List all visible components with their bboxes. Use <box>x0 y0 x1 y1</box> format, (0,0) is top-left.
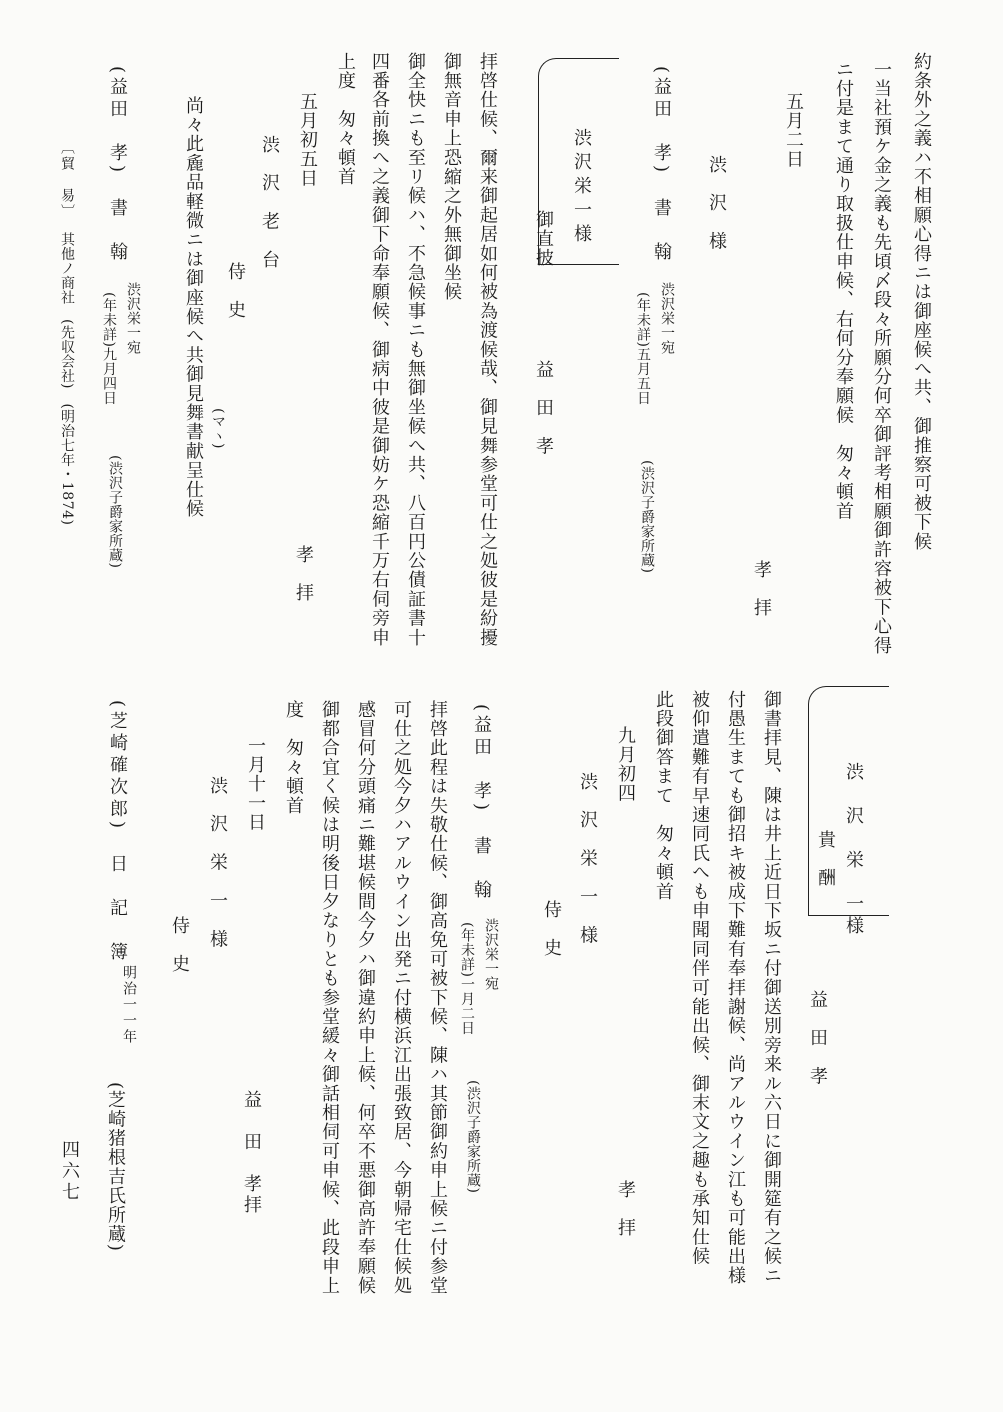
letter4-body-5: 度 匆々頓首 <box>283 700 304 816</box>
top-line-3: ニ付是まて通り取扱仕申候、右何分奉願候 匆々頓首 <box>833 60 854 521</box>
letter2-title: (益田 孝) 書 翰 <box>107 66 128 265</box>
letter1-body-4: 四番各前換へ之義御下命奉願候、御病中彼是御妨ケ恐縮千万右伺旁申 <box>369 52 390 648</box>
letter3-sender: 益 田 孝 <box>807 990 828 1086</box>
letter3-signature: 孝 拝 <box>615 1180 636 1238</box>
letter4-body-2: 可仕之処今夕ハアルウイン出発ニ付横浜江出張致居、今朝帰宅仕候処 <box>391 700 412 1296</box>
letter1-date-line: 五月初五日 <box>297 92 318 188</box>
letter1-title: (益田 孝) 書 翰 <box>651 66 672 265</box>
diary-year: 明治一一年 <box>121 965 137 1045</box>
diary-title: (芝崎確次郎) 日 記 簿 <box>107 700 128 965</box>
letter1-sender: 益 田 孝 <box>533 360 554 456</box>
letter3-jishi: 侍 史 <box>541 900 562 958</box>
letter4-jishi: 侍 史 <box>169 916 190 974</box>
top-line-1: 約条外之義ハ不相願心得ニは御座候へ共、御推察可被下候 <box>911 52 932 552</box>
running-subtitle: 其他ノ商社 (先収会社) (明治七年・1874) <box>59 232 75 526</box>
letter3-body-2: 付愚生まても御招キ被成下難有奉拝謝候、尚アルウイン江も可能出様 <box>725 690 746 1286</box>
letter4-date: (年未詳)一月二日 <box>459 922 475 1036</box>
page-number: 四六七 <box>59 1140 80 1203</box>
letter1-addressee: 渋沢栄一様 <box>571 128 592 248</box>
top-date: 五月二日 <box>783 92 804 169</box>
letter2-postscript: 尚々此麁品軽微ニは御座候へ共御見舞書献呈仕候 <box>183 96 204 519</box>
running-category: 〔貿 易〕 <box>59 140 75 220</box>
letter1-addressee-2: 渋 沢 老 台 <box>259 135 280 270</box>
letter4-title: (益田 孝) 書 翰 <box>471 704 492 903</box>
letter3-body-3: 被仰遣難有早速同氏へも申聞同伴可能出候、御末文之趣も承知仕候 <box>689 690 710 1266</box>
letter1-jishi: 侍 史 <box>225 262 246 320</box>
letter4-date-line: 一月十一日 <box>245 736 266 832</box>
letter2-source: (渋沢子爵家所蔵) <box>107 455 123 569</box>
letter3-addressee: 渋 沢 栄 一様 <box>843 762 864 938</box>
letter4-addressee: 渋 沢 栄 一 様 <box>207 776 228 949</box>
letter3-addressee-2: 渋 沢 栄 一 様 <box>577 772 598 945</box>
letter1-signature: 孝 拝 <box>293 545 314 603</box>
letter4-recipient: 渋沢栄一宛 <box>483 918 499 991</box>
top-line-2: 一当社預ケ金之義も先頃〆段々所願分何卒御評考相願御許容被下心得 <box>871 60 892 656</box>
letter3-date: 九月初四 <box>615 726 636 803</box>
letter4-body-3: 感冒何分頭痛ニ難堪候間今夕ハ御違約申上候、何卒不悪御高許奉願候 <box>355 700 376 1296</box>
letter4-signature: 益 田 孝拝 <box>241 1090 262 1216</box>
letter2-mate-note: (マヽ) <box>210 408 226 449</box>
letter3-body-1: 御書拝見、陳は井上近日下坂ニ付御送別旁来ル六日に御開筵有之候ニ <box>761 690 782 1286</box>
letter1-recipient: 渋沢栄一宛 <box>659 282 675 355</box>
letter1-body-5: 上度 匆々頓首 <box>335 52 356 187</box>
letter2-recipient: 渋沢栄一宛 <box>125 282 141 355</box>
top-addressee: 渋 沢 様 <box>706 155 727 251</box>
letter1-source: (渋沢子爵家所蔵) <box>639 460 655 574</box>
letter1-body-1: 拝啓仕候、爾来御起居如何被為渡候哉、御見舞参堂可仕之処彼是紛擾 <box>477 52 498 648</box>
diary-source: (芝崎猪根吉氏所蔵) <box>105 1082 126 1253</box>
letter4-body-4: 御都合宜く候は明後日夕なりとも参堂緩々御話相伺可申候、此段申上 <box>319 700 340 1296</box>
letter1-date: (年未詳)五月五日 <box>635 292 651 406</box>
letter3-reply: 貴 酬 <box>815 830 836 888</box>
letter4-body-1: 拝啓此程は失敬仕候、御高免可被下候、陳ハ其節御約申上候ニ付参堂 <box>427 700 448 1296</box>
letter3-body-4: 此段御答まて 匆々頓首 <box>653 690 674 902</box>
letter1-body-3: 御全快ニも至リ候ハ、不急候事ニも無御坐候へ共、八百円公債証書十 <box>405 52 426 648</box>
letter4-source: (渋沢子爵家所蔵) <box>465 1080 481 1194</box>
letter1-body-2: 御無音申上恐縮之外無御坐候 <box>441 52 462 302</box>
top-signature: 孝 拝 <box>751 560 772 618</box>
letter2-date: (年未詳)九月四日 <box>101 292 117 406</box>
letter1-confidential: 御直披 <box>533 210 554 268</box>
